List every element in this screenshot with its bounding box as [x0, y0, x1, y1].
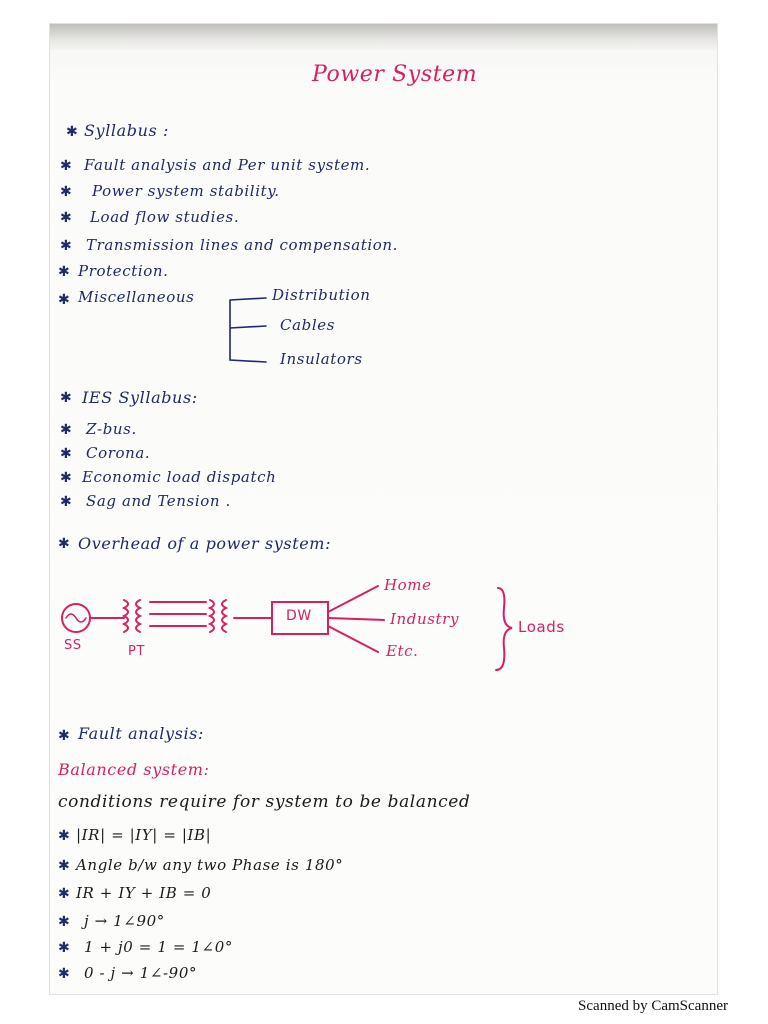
scanner-watermark: Scanned by CamScanner — [578, 998, 728, 1014]
transformer-coil-icon — [124, 600, 128, 632]
syllabus-item: Transmission lines and compensation. — [86, 236, 399, 254]
transformer-coil-icon — [210, 600, 214, 632]
branch-label: Industry — [390, 610, 460, 628]
bullet-star: ✱ — [60, 390, 72, 406]
bullet-star: ✱ — [58, 914, 70, 930]
box-label: DW — [286, 608, 312, 624]
bullet-star: ✱ — [60, 422, 72, 438]
bullet-star: ✱ — [60, 184, 72, 200]
balance-condition: 0 - j → 1∠-90° — [84, 964, 198, 982]
syllabus-item: Load flow studies. — [90, 208, 240, 226]
balance-condition: 1 + j0 = 1 = 1∠0° — [84, 938, 233, 956]
loads-brace — [496, 588, 512, 670]
bullet-star: ✱ — [58, 536, 70, 552]
bullet-star: ✱ — [58, 966, 70, 982]
source-label: SS — [64, 638, 82, 653]
syllabus-item: Power system stability. — [92, 182, 280, 200]
misc-subitem: Distribution — [272, 286, 371, 304]
ies-item: Z-bus. — [86, 420, 137, 438]
balance-condition: |IR| = |IY| = |IB| — [76, 826, 212, 844]
syllabus-item: Protection. — [78, 262, 169, 280]
bullet-star: ✱ — [60, 210, 72, 226]
bullet-star: ✱ — [58, 886, 70, 902]
misc-subitem: Insulators — [280, 350, 363, 368]
syllabus-item: Fault analysis and Per unit system. — [84, 156, 371, 174]
bullet-star: ✱ — [58, 292, 70, 308]
ies-heading: IES Syllabus: — [82, 388, 198, 407]
branch-label: Home — [384, 576, 432, 594]
balance-condition: Angle b/w any two Phase is 180° — [76, 856, 344, 874]
balance-condition: IR + IY + IB = 0 — [76, 884, 212, 902]
notebook-page — [50, 24, 717, 994]
bullet-star: ✱ — [60, 158, 72, 174]
bullet-star: ✱ — [58, 264, 70, 280]
misc-subitem: Cables — [280, 316, 335, 334]
bullet-star: ✱ — [60, 494, 72, 510]
bullet-star: ✱ — [58, 828, 70, 844]
transformer-label: PT — [128, 644, 145, 659]
bullet-star: ✱ — [58, 728, 70, 744]
balanced-intro: conditions require for system to be balanced — [58, 792, 471, 812]
ies-item: Sag and Tension . — [86, 492, 231, 510]
syllabus-heading: Syllabus : — [84, 121, 170, 140]
overhead-heading: Overhead of a power system: — [78, 534, 332, 553]
power-system-diagram — [50, 24, 717, 994]
page-title: Power System — [312, 62, 478, 87]
balanced-subheading: Balanced system: — [58, 760, 210, 779]
bullet-star: ✱ — [58, 858, 70, 874]
ies-item: Economic load dispatch — [82, 468, 277, 486]
bullet-star: ✱ — [58, 940, 70, 956]
bullet-star: ✱ — [60, 446, 72, 462]
branch-label: Etc. — [386, 642, 419, 660]
bullet-star: ✱ — [60, 238, 72, 254]
bullet-star: ✱ — [60, 470, 72, 486]
bullet-star: ✱ — [66, 124, 78, 140]
ies-item: Corona. — [86, 444, 151, 462]
miscellaneous-label: Miscellaneous — [78, 288, 195, 306]
fault-heading: Fault analysis: — [78, 724, 204, 743]
balance-condition: j → 1∠90° — [84, 912, 165, 930]
loads-label: Loads — [518, 618, 565, 636]
